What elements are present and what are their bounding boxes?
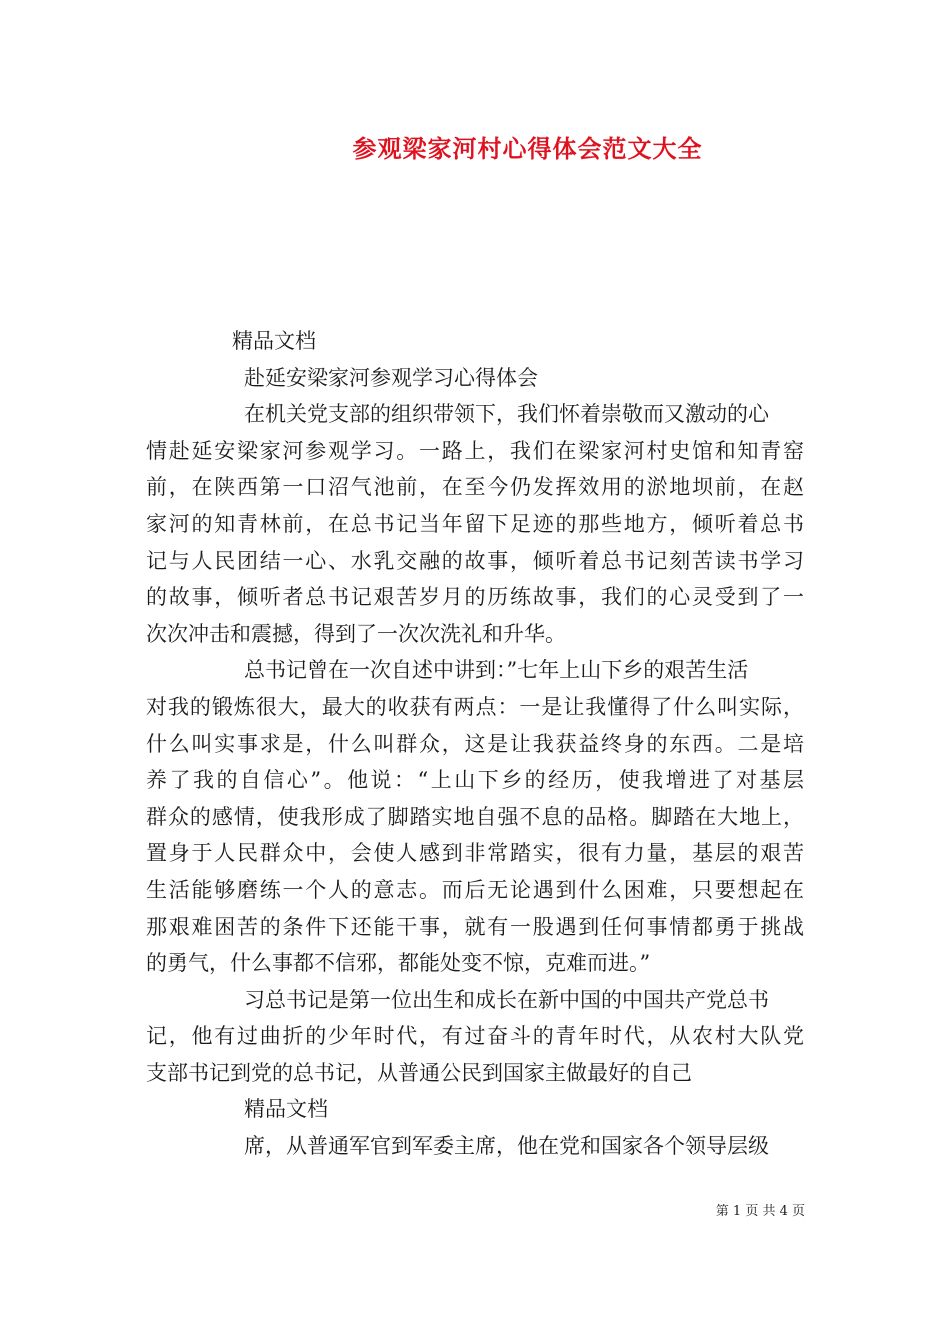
paragraph-line: 生活能够磨练一个人的意志。而后无论遇到什么困难，只要想起在 xyxy=(146,877,804,902)
paragraph-line: 群众的感情，使我形成了脚踏实地自强不息的品格。脚踏在大地上， xyxy=(146,804,804,829)
page-number-footer: 第 1 页 共 4 页 xyxy=(715,1204,805,1219)
paragraph-line: 在机关党支部的组织带领下，我们怀着崇敬而又激动的心 xyxy=(244,402,769,427)
paragraph-line: 情赴延安梁家河参观学习。一路上，我们在梁家河村史馆和知青窑 xyxy=(146,438,804,463)
paragraph-line: 的勇气，什么事都不信邪，都能处变不惊，克难而进。” xyxy=(146,951,651,976)
paragraph-line: 记与人民团结一心、水乳交融的故事，倾听着总书记刻苦读书学习 xyxy=(146,548,804,573)
paragraph-line: 次次冲击和震撼，得到了一次次洗礼和升华。 xyxy=(146,621,566,646)
header-label: 精品文档 xyxy=(244,1097,328,1122)
section-heading: 赴延安梁家河参观学习心得体会 xyxy=(244,365,538,390)
paragraph-line: 对我的锻炼很大，最大的收获有两点：一是让我懂得了什么叫实际， xyxy=(146,694,804,719)
paragraph-line: 习总书记是第一位出生和成长在新中国的中国共产党总书 xyxy=(244,987,769,1012)
paragraph-line: 养了我的自信心”。他说：“上山下乡的经历，使我增进了对基层 xyxy=(146,768,804,793)
paragraph-line: 总书记曾在一次自述中讲到：”七年上山下乡的艰苦生活 xyxy=(244,658,749,683)
paragraph-line: 那艰难困苦的条件下还能干事，就有一股遇到任何事情都勇于挑战 xyxy=(146,914,804,939)
paragraph-line: 前，在陕西第一口沼气池前，在至今仍发挥效用的淤地坝前，在赵 xyxy=(146,475,804,500)
paragraph-line: 家河的知青林前，在总书记当年留下足迹的那些地方，倾听着总书 xyxy=(146,511,804,536)
paragraph-line: 的故事，倾听者总书记艰苦岁月的历练故事，我们的心灵受到了一 xyxy=(146,585,804,610)
paragraph-line: 支部书记到党的总书记，从普通公民到国家主做最好的自己 xyxy=(146,1060,692,1085)
document-title: 参观梁家河村心得体会范文大全 xyxy=(352,134,703,163)
paragraph-line: 记，他有过曲折的少年时代，有过奋斗的青年时代，从农村大队党 xyxy=(146,1024,804,1049)
paragraph-line: 席，从普通军官到军委主席，他在党和国家各个领导层级 xyxy=(244,1134,769,1159)
header-label: 精品文档 xyxy=(232,329,316,353)
paragraph-line: 置身于人民群众中，会使人感到非常踏实，很有力量，基层的艰苦 xyxy=(146,841,804,866)
document-body xyxy=(146,323,804,1165)
paragraph-line: 什么叫实事求是，什么叫群众，这是让我获益终身的东西。二是培 xyxy=(146,731,804,756)
